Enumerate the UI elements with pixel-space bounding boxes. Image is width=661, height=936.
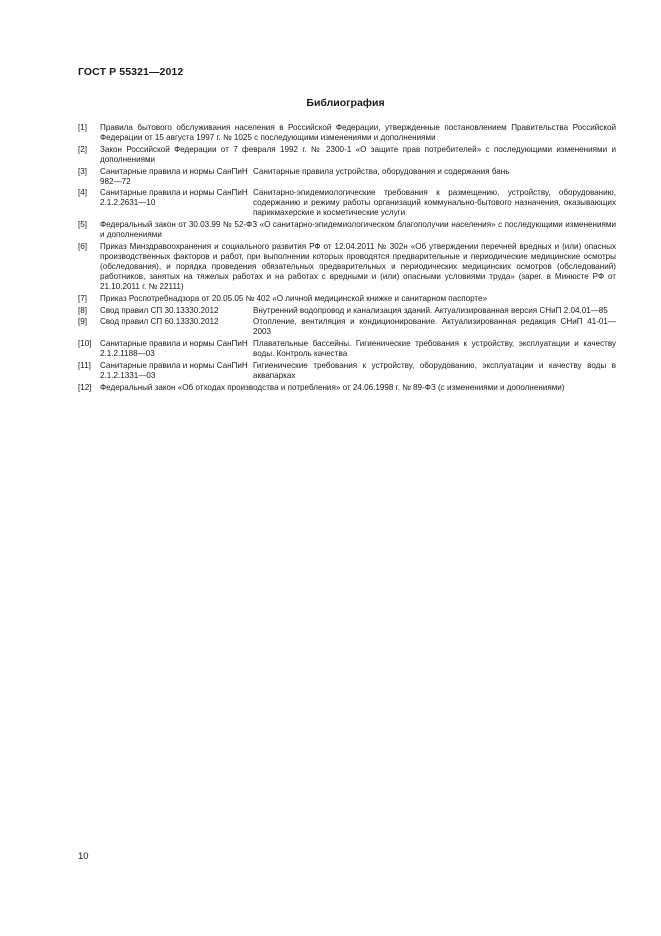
- entry-number: [11]: [78, 360, 91, 370]
- entry-source: Свод правил СП 30.13330.2012: [100, 305, 219, 315]
- entry-columns: [100, 167, 616, 187]
- entry-text: Федеральный закон «Об отходах производства и потребления» от 24.06.1998 г. № 89-ФЗ (с изменениями и дополнениями): [100, 382, 565, 392]
- bibliography-entry: [78, 220, 616, 240]
- bibliography-entry: [78, 188, 616, 218]
- entry-text: Федеральный закон от 30.03.99 № 52-ФЗ «О санитарно-эпидемиологическом благополучии населения» с последующими изменениями и дополнениями: [100, 220, 616, 240]
- bibliography-entry: [78, 294, 616, 304]
- entry-text: Правила бытового обслуживания населения в Российской Федерации, утвержденные постановлением Правительства Российской Федерации от 15 августа 1997 г. № 1025 с последующими изменениями и дополнениями: [100, 123, 616, 142]
- entry-columns: [100, 339, 616, 359]
- entry-description: Внутренний водопровод и канализация зданий. Актуализированная версия СНиП 2.04.01—85: [253, 305, 608, 315]
- entry-number: [9]: [78, 317, 87, 327]
- entry-number: [4]: [78, 188, 87, 198]
- entry-number: [10]: [78, 339, 92, 349]
- entry-number: [12]: [78, 382, 92, 392]
- entry-columns: [100, 306, 616, 316]
- entry-columns: [100, 188, 616, 218]
- entry-description: Плавательные бассейны. Гигиенические требования к устройству, эксплуатации и качеству воды. Контроль качества: [253, 339, 616, 359]
- bibliography-title: Библиография: [306, 97, 385, 109]
- entry-number: [7]: [78, 293, 87, 303]
- entry-number: [6]: [78, 241, 87, 251]
- bibliography-entry: [78, 361, 616, 381]
- bibliography-entry: [78, 383, 616, 393]
- bibliography-entry: [78, 242, 616, 292]
- bibliography-entry: [78, 306, 616, 316]
- entry-columns: [100, 317, 616, 337]
- bibliography-entry: [78, 167, 616, 187]
- entry-source: Санитарные правила и нормы СанПиН 2.1.2.1188—03: [100, 339, 248, 359]
- entry-number: [5]: [78, 220, 87, 230]
- standard-designation: ГОСТ Р 55321—2012: [78, 66, 184, 78]
- entry-source: Санитарные правила и нормы СанПиН 982—72: [100, 166, 248, 186]
- entry-number: [8]: [78, 305, 87, 315]
- entry-text: Приказ Минздравоохранения и социального развития РФ от 12.04.2011 № 302н «Об утверждении перечней вредных и (или) опасных производственных факторов и работ, при выполнении которых проводятся предварительные и периодические медицинские осмотры (обследования), и порядка проведения обязательных предварительных и периодических медицинских осмотров (обследований) работников, занятых на тяжелых работах и на работах с вредными и (или) опасными условиями труда» (зарег. в Минюсте РФ от 21.10.2011 г. № 22111): [100, 241, 616, 291]
- entry-number: [1]: [78, 123, 87, 132]
- entry-number: [3]: [78, 166, 87, 176]
- entry-description: Отопление, вентиляция и кондиционирование. Актуализированная редакция СНиП 41-01—2003: [253, 317, 616, 337]
- bibliography-entry: [78, 317, 616, 337]
- entry-description: Санитарно-эпидемиологические требования к размещению, устройству, оборудованию, содержанию и режиму работы организаций коммунально-бытового назначения, оказывающих парикмахерские и косметические услуги: [253, 188, 616, 218]
- entry-source: Свод правил СП 60.13330.2012: [100, 317, 219, 327]
- entry-text: Приказ Роспотребнадзора от 20.05.05 № 402 «О личной медицинской книжке и санитарном паспорте»: [100, 293, 488, 303]
- entry-columns: [100, 361, 616, 381]
- bibliography-list: [78, 123, 616, 395]
- entry-source: Санитарные правила и нормы СанПиН 2.1.2.1331—03: [100, 360, 248, 380]
- entry-description: Санитарные правила устройства, оборудования и содержания бань: [253, 166, 510, 176]
- entry-text: Закон Российской Федерации от 7 февраля 1992 г. № 2300-1 «О защите прав потребителей» с последующими изменениями и дополнениями: [100, 144, 616, 164]
- entry-source: Санитарные правила и нормы СанПиН 2.1.2.2631—10: [100, 188, 248, 208]
- entry-number: [2]: [78, 144, 87, 154]
- bibliography-entry: [78, 123, 616, 143]
- page-number: 10: [78, 851, 89, 862]
- entry-description: Гигиенические требования к устройству, оборудованию, эксплуатации и качеству воды в аквапарках: [253, 360, 616, 380]
- bibliography-entry: [78, 145, 616, 165]
- bibliography-entry: [78, 339, 616, 359]
